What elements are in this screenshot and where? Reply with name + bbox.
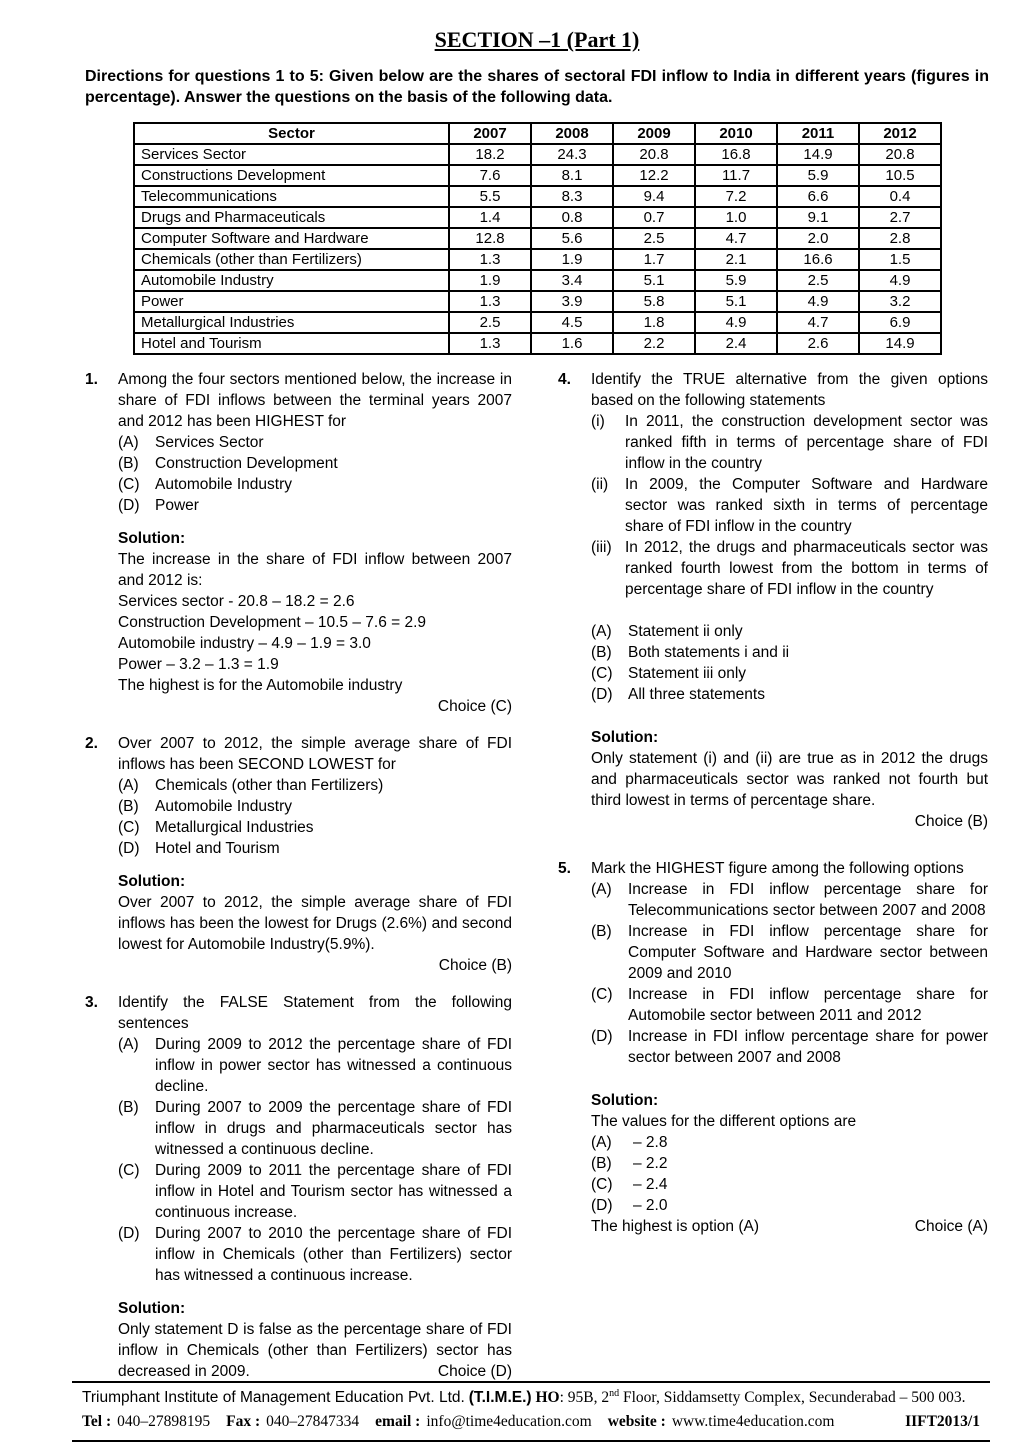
solution-line: Power – 3.2 – 1.3 = 1.9 <box>118 656 279 673</box>
option-letter: (C) <box>591 665 613 682</box>
footer-tel-value: 040–27898195 <box>117 1413 211 1430</box>
value-cell: 5.6 <box>531 228 613 249</box>
value-cell: 1.8 <box>613 312 695 333</box>
value-cell: 5.9 <box>695 270 777 291</box>
option-letter: (A) <box>118 1036 139 1053</box>
sector-cell: Computer Software and Hardware <box>134 228 449 249</box>
value-cell: 4.9 <box>859 270 941 291</box>
value-cell: 7.6 <box>449 165 531 186</box>
value-cell: 1.7 <box>613 249 695 270</box>
section-title: SECTION –1 (Part 1) <box>434 27 640 52</box>
column-header-2010: 2010 <box>695 123 777 144</box>
table-row <box>134 249 941 270</box>
option <box>118 1160 512 1223</box>
solution-paragraph: Only statement (i) and (ii) are true as in 2012 the drugs and pharmaceuticals sector was ranked not fourth but third lowest in terms of percentage share. <box>591 750 988 809</box>
option-letter: (C) <box>118 1162 140 1179</box>
footer-ho-label: HO <box>535 1389 560 1406</box>
sector-cell: Services Sector <box>134 144 449 165</box>
option-text: Increase in FDI inflow percentage share for Telecommunications sector between 2007 and 2008 <box>628 881 988 919</box>
option-text: During 2009 to 2011 the percentage share of FDI inflow in Hotel and Tourism sector has witnessed a continuous increase. <box>155 1162 512 1221</box>
sector-cell: Telecommunications <box>134 186 449 207</box>
column-header-2011: 2011 <box>777 123 859 144</box>
value-cell: 2.8 <box>859 228 941 249</box>
footer-email-label: email : <box>375 1413 421 1430</box>
value-cell: 0.4 <box>859 186 941 207</box>
value-cell: 5.1 <box>613 270 695 291</box>
solution-text: The highest is option (A) <box>591 1218 760 1235</box>
footer-floor-ordinal: nd <box>609 1387 620 1399</box>
option-letter: (B) <box>591 923 612 940</box>
option-letter: (C) <box>591 986 613 1003</box>
table-header-row <box>134 123 941 144</box>
value-cell: 2.1 <box>695 249 777 270</box>
value-cell: 5.1 <box>695 291 777 312</box>
sector-cell: Automobile Industry <box>134 270 449 291</box>
option <box>591 642 988 663</box>
option-letter: (B) <box>118 798 139 815</box>
option-letter: (B) <box>118 455 139 472</box>
value-letter: (A) <box>591 1134 612 1151</box>
footer-contact-line <box>82 1410 980 1434</box>
footer-address-line <box>82 1386 980 1410</box>
statement <box>591 474 988 537</box>
question-5 <box>558 858 988 1237</box>
option <box>118 495 512 516</box>
option <box>118 838 512 859</box>
value-cell: 16.6 <box>777 249 859 270</box>
value-line <box>591 1132 988 1153</box>
option-letter: (D) <box>591 1028 613 1045</box>
option <box>118 432 512 453</box>
footer-website-value: www.time4education.com <box>671 1413 835 1430</box>
value-cell: 2.2 <box>613 333 695 354</box>
value-cell: 3.2 <box>859 291 941 312</box>
value-cell: 1.4 <box>449 207 531 228</box>
sector-cell: Metallurgical Industries <box>134 312 449 333</box>
choice-label: Choice (C) <box>437 698 512 715</box>
sector-cell: Power <box>134 291 449 312</box>
option <box>118 1097 512 1160</box>
column-header-2007: 2007 <box>449 123 531 144</box>
choice-label: Choice (B) <box>438 957 512 974</box>
option-text: Statement iii only <box>628 665 747 682</box>
option-text: Hotel and Tourism <box>155 840 280 857</box>
question-stem: Among the four sectors mentioned below, the increase in share of FDI inflows between the terminal years 2007 and 2012 has been HIGHEST for <box>118 371 512 430</box>
value-cell: 1.9 <box>531 249 613 270</box>
option-letter: (A) <box>591 881 612 898</box>
option-letter: (C) <box>118 476 140 493</box>
choice-label: Choice (A) <box>914 1218 988 1235</box>
value-cell: 9.1 <box>777 207 859 228</box>
option-text: During 2007 to 2010 the percentage share of FDI inflow in Chemicals (other than Fertilizers) sector has witnessed a continuous increase. <box>155 1225 512 1284</box>
fdi-table-body <box>134 144 941 354</box>
value-cell: 8.1 <box>531 165 613 186</box>
option <box>591 1026 988 1068</box>
value-cell: 4.9 <box>777 291 859 312</box>
footer-document-code: IIFT2013/1 <box>905 1413 980 1430</box>
option-text: During 2009 to 2012 the percentage share of FDI inflow in power sector has witnessed a continuous decline. <box>155 1036 512 1095</box>
table-row <box>134 312 941 333</box>
value-cell: 5.9 <box>777 165 859 186</box>
sector-cell: Hotel and Tourism <box>134 333 449 354</box>
option-letter: (B) <box>118 1099 139 1116</box>
question-stem: Over 2007 to 2012, the simple average share of FDI inflows has been SECOND LOWEST for <box>118 735 512 773</box>
option-text: All three statements <box>628 686 765 703</box>
option-letter: (D) <box>118 1225 140 1242</box>
value-cell: 1.3 <box>449 291 531 312</box>
option-text: During 2007 to 2009 the percentage share of FDI inflow in drugs and pharmaceuticals sector has witnessed a continuous decline. <box>155 1099 512 1158</box>
value-cell: 10.5 <box>859 165 941 186</box>
question-number: 5. <box>558 860 571 877</box>
right-column <box>558 369 988 1382</box>
footer-address-post: Floor, Siddamsetty Complex, Secunderabad – 500 003. <box>619 1389 966 1406</box>
value-cell: 2.5 <box>449 312 531 333</box>
value-text: – 2.0 <box>633 1197 668 1214</box>
question-3 <box>85 992 512 1382</box>
value-cell: 14.9 <box>777 144 859 165</box>
choice-label: Choice (B) <box>914 813 988 830</box>
value-cell: 8.3 <box>531 186 613 207</box>
option-text: Increase in FDI inflow percentage share for Computer Software and Hardware sector between 2009 and 2010 <box>628 923 988 982</box>
value-cell: 16.8 <box>695 144 777 165</box>
value-cell: 1.9 <box>449 270 531 291</box>
value-cell: 4.5 <box>531 312 613 333</box>
question-number: 2. <box>85 735 98 752</box>
solution-paragraph <box>118 1319 512 1382</box>
solution-paragraph: Over 2007 to 2012, the simple average share of FDI inflows has been the lowest for Drugs (2.6%) and second lowest for Automobile Industry(5.9%). <box>118 894 512 953</box>
statement <box>591 537 988 600</box>
value-cell: 0.8 <box>531 207 613 228</box>
value-cell: 6.6 <box>777 186 859 207</box>
value-letter: (C) <box>591 1176 613 1193</box>
option-text: Metallurgical Industries <box>155 819 314 836</box>
statement-label: (i) <box>591 413 605 430</box>
question-4 <box>558 369 988 832</box>
option <box>118 796 512 817</box>
value-cell: 1.0 <box>695 207 777 228</box>
question-2 <box>85 733 512 976</box>
option <box>118 1223 512 1286</box>
table-row <box>134 291 941 312</box>
value-cell: 2.5 <box>613 228 695 249</box>
table-row <box>134 333 941 354</box>
value-cell: 1.6 <box>531 333 613 354</box>
footer-time-abbr: (T.I.M.E.) <box>468 1389 532 1406</box>
solution-label: Solution: <box>591 729 659 746</box>
footer-website-label: website : <box>607 1413 666 1430</box>
value-text: – 2.2 <box>633 1155 668 1172</box>
option-letter: (D) <box>118 840 140 857</box>
value-cell: 12.8 <box>449 228 531 249</box>
option-letter: (A) <box>118 777 139 794</box>
value-cell: 2.4 <box>695 333 777 354</box>
value-cell: 6.9 <box>859 312 941 333</box>
footer <box>72 1381 990 1442</box>
footer-fax-label: Fax : <box>226 1413 261 1430</box>
option-text: Both statements i and ii <box>628 644 790 661</box>
solution-label: Solution: <box>591 1092 659 1109</box>
footer-address-pre: : 95B, 2 <box>559 1389 610 1406</box>
solution-line: Services sector - 20.8 – 18.2 = 2.6 <box>118 593 355 610</box>
solution-label: Solution: <box>118 1300 186 1317</box>
value-cell: 5.5 <box>449 186 531 207</box>
value-cell: 1.5 <box>859 249 941 270</box>
solution-final-line <box>591 1216 988 1237</box>
statement-text: In 2009, the Computer Software and Hardware sector was ranked sixth in terms of percentage share of FDI inflow in the country <box>625 476 988 535</box>
option-text: Statement ii only <box>628 623 743 640</box>
option-letter: (C) <box>118 819 140 836</box>
question-stem: Mark the HIGHEST figure among the following options <box>591 860 964 877</box>
column-header-2012: 2012 <box>859 123 941 144</box>
value-text: – 2.8 <box>633 1134 668 1151</box>
question-number: 3. <box>85 994 98 1011</box>
option <box>591 921 988 984</box>
sector-cell: Drugs and Pharmaceuticals <box>134 207 449 228</box>
column-header-2009: 2009 <box>613 123 695 144</box>
option-text: Increase in FDI inflow percentage share for Automobile sector between 2011 and 2012 <box>628 986 988 1024</box>
value-cell: 9.4 <box>613 186 695 207</box>
solution-label: Solution: <box>118 530 186 547</box>
option-text: Power <box>155 497 199 514</box>
option-text: Increase in FDI inflow percentage share for power sector between 2007 and 2008 <box>628 1028 988 1066</box>
option-letter: (B) <box>591 644 612 661</box>
spacer <box>591 600 988 621</box>
directions-text: Directions for questions 1 to 5: Given below are the shares of sectoral FDI inflow to India in different years (figures in percentage). Answer the questions on the basis of the following data. <box>85 68 989 106</box>
choice-label: Choice (D) <box>437 1363 512 1380</box>
column-header-2008: 2008 <box>531 123 613 144</box>
option <box>591 984 988 1026</box>
value-cell: 5.8 <box>613 291 695 312</box>
solution-line: The highest is for the Automobile industry <box>118 677 403 694</box>
solution-line: The increase in the share of FDI inflow between 2007 and 2012 is: <box>118 551 512 589</box>
option-text: Construction Development <box>155 455 338 472</box>
option <box>118 453 512 474</box>
option-letter: (D) <box>118 497 140 514</box>
left-column <box>85 369 512 1382</box>
value-cell: 4.7 <box>777 312 859 333</box>
value-line <box>591 1174 988 1195</box>
table-row <box>134 207 941 228</box>
value-line <box>591 1195 988 1216</box>
question-stem: Identify the FALSE Statement from the following sentences <box>118 994 512 1032</box>
table-row <box>134 228 941 249</box>
value-text: – 2.4 <box>633 1176 668 1193</box>
option <box>591 663 988 684</box>
solution-intro: The values for the different options are <box>591 1113 857 1130</box>
option <box>591 684 988 705</box>
solution-line: Construction Development – 10.5 – 7.6 = 2.9 <box>118 614 427 631</box>
option <box>118 775 512 796</box>
value-letter: (B) <box>591 1155 612 1172</box>
value-letter: (D) <box>591 1197 613 1214</box>
option-text: Automobile Industry <box>155 476 292 493</box>
option-text: Services Sector <box>155 434 264 451</box>
value-cell: 2.0 <box>777 228 859 249</box>
sector-cell: Chemicals (other than Fertilizers) <box>134 249 449 270</box>
option-text: Automobile Industry <box>155 798 292 815</box>
sector-cell: Constructions Development <box>134 165 449 186</box>
value-cell: 2.5 <box>777 270 859 291</box>
option-letter: (A) <box>591 623 612 640</box>
footer-company: Triumphant Institute of Management Education Pvt. Ltd. <box>82 1389 465 1406</box>
fdi-table <box>133 122 942 355</box>
question-number: 1. <box>85 371 98 388</box>
option <box>118 817 512 838</box>
solution-label: Solution: <box>118 873 186 890</box>
value-cell: 11.7 <box>695 165 777 186</box>
footer-email-value: info@time4education.com <box>426 1413 592 1430</box>
statement-label: (iii) <box>591 539 612 556</box>
value-cell: 18.2 <box>449 144 531 165</box>
value-cell: 4.7 <box>695 228 777 249</box>
value-cell: 24.3 <box>531 144 613 165</box>
table-row <box>134 144 941 165</box>
two-column-layout <box>85 369 989 1382</box>
option-letter: (D) <box>591 686 613 703</box>
value-cell: 4.9 <box>695 312 777 333</box>
value-cell: 3.4 <box>531 270 613 291</box>
option-text: Chemicals (other than Fertilizers) <box>155 777 384 794</box>
statement-text: In 2011, the construction development sector was ranked fifth in terms of percentage share of FDI inflow in the country <box>625 413 988 472</box>
value-line <box>591 1153 988 1174</box>
footer-fax-value: 040–27847334 <box>266 1413 360 1430</box>
option <box>591 879 988 921</box>
value-cell: 12.2 <box>613 165 695 186</box>
column-header-sector: Sector <box>134 123 449 144</box>
value-cell: 1.3 <box>449 249 531 270</box>
value-cell: 14.9 <box>859 333 941 354</box>
question-1 <box>85 369 512 717</box>
value-cell: 0.7 <box>613 207 695 228</box>
table-row <box>134 165 941 186</box>
question-number: 4. <box>558 371 571 388</box>
value-cell: 7.2 <box>695 186 777 207</box>
value-cell: 3.9 <box>531 291 613 312</box>
statement-label: (ii) <box>591 476 609 493</box>
option <box>118 1034 512 1097</box>
solution-text: Only statement D is false as the percentage share of FDI inflow in Chemicals (other than Fertilizers) sector has decreased in 2009. <box>118 1321 512 1380</box>
option <box>118 474 512 495</box>
footer-tel-label: Tel : <box>82 1413 112 1430</box>
table-row <box>134 186 941 207</box>
value-cell: 1.3 <box>449 333 531 354</box>
solution-line: Automobile industry – 4.9 – 1.9 = 3.0 <box>118 635 371 652</box>
option <box>591 621 988 642</box>
statement-text: In 2012, the drugs and pharmaceuticals sector was ranked fourth lowest from the bottom in terms of percentage share of FDI inflow in the country <box>625 539 988 598</box>
value-cell: 2.7 <box>859 207 941 228</box>
value-cell: 2.6 <box>777 333 859 354</box>
question-stem: Identify the TRUE alternative from the given options based on the following statements <box>591 371 988 409</box>
table-row <box>134 270 941 291</box>
value-cell: 20.8 <box>613 144 695 165</box>
statement <box>591 411 988 474</box>
option-letter: (A) <box>118 434 139 451</box>
value-cell: 20.8 <box>859 144 941 165</box>
